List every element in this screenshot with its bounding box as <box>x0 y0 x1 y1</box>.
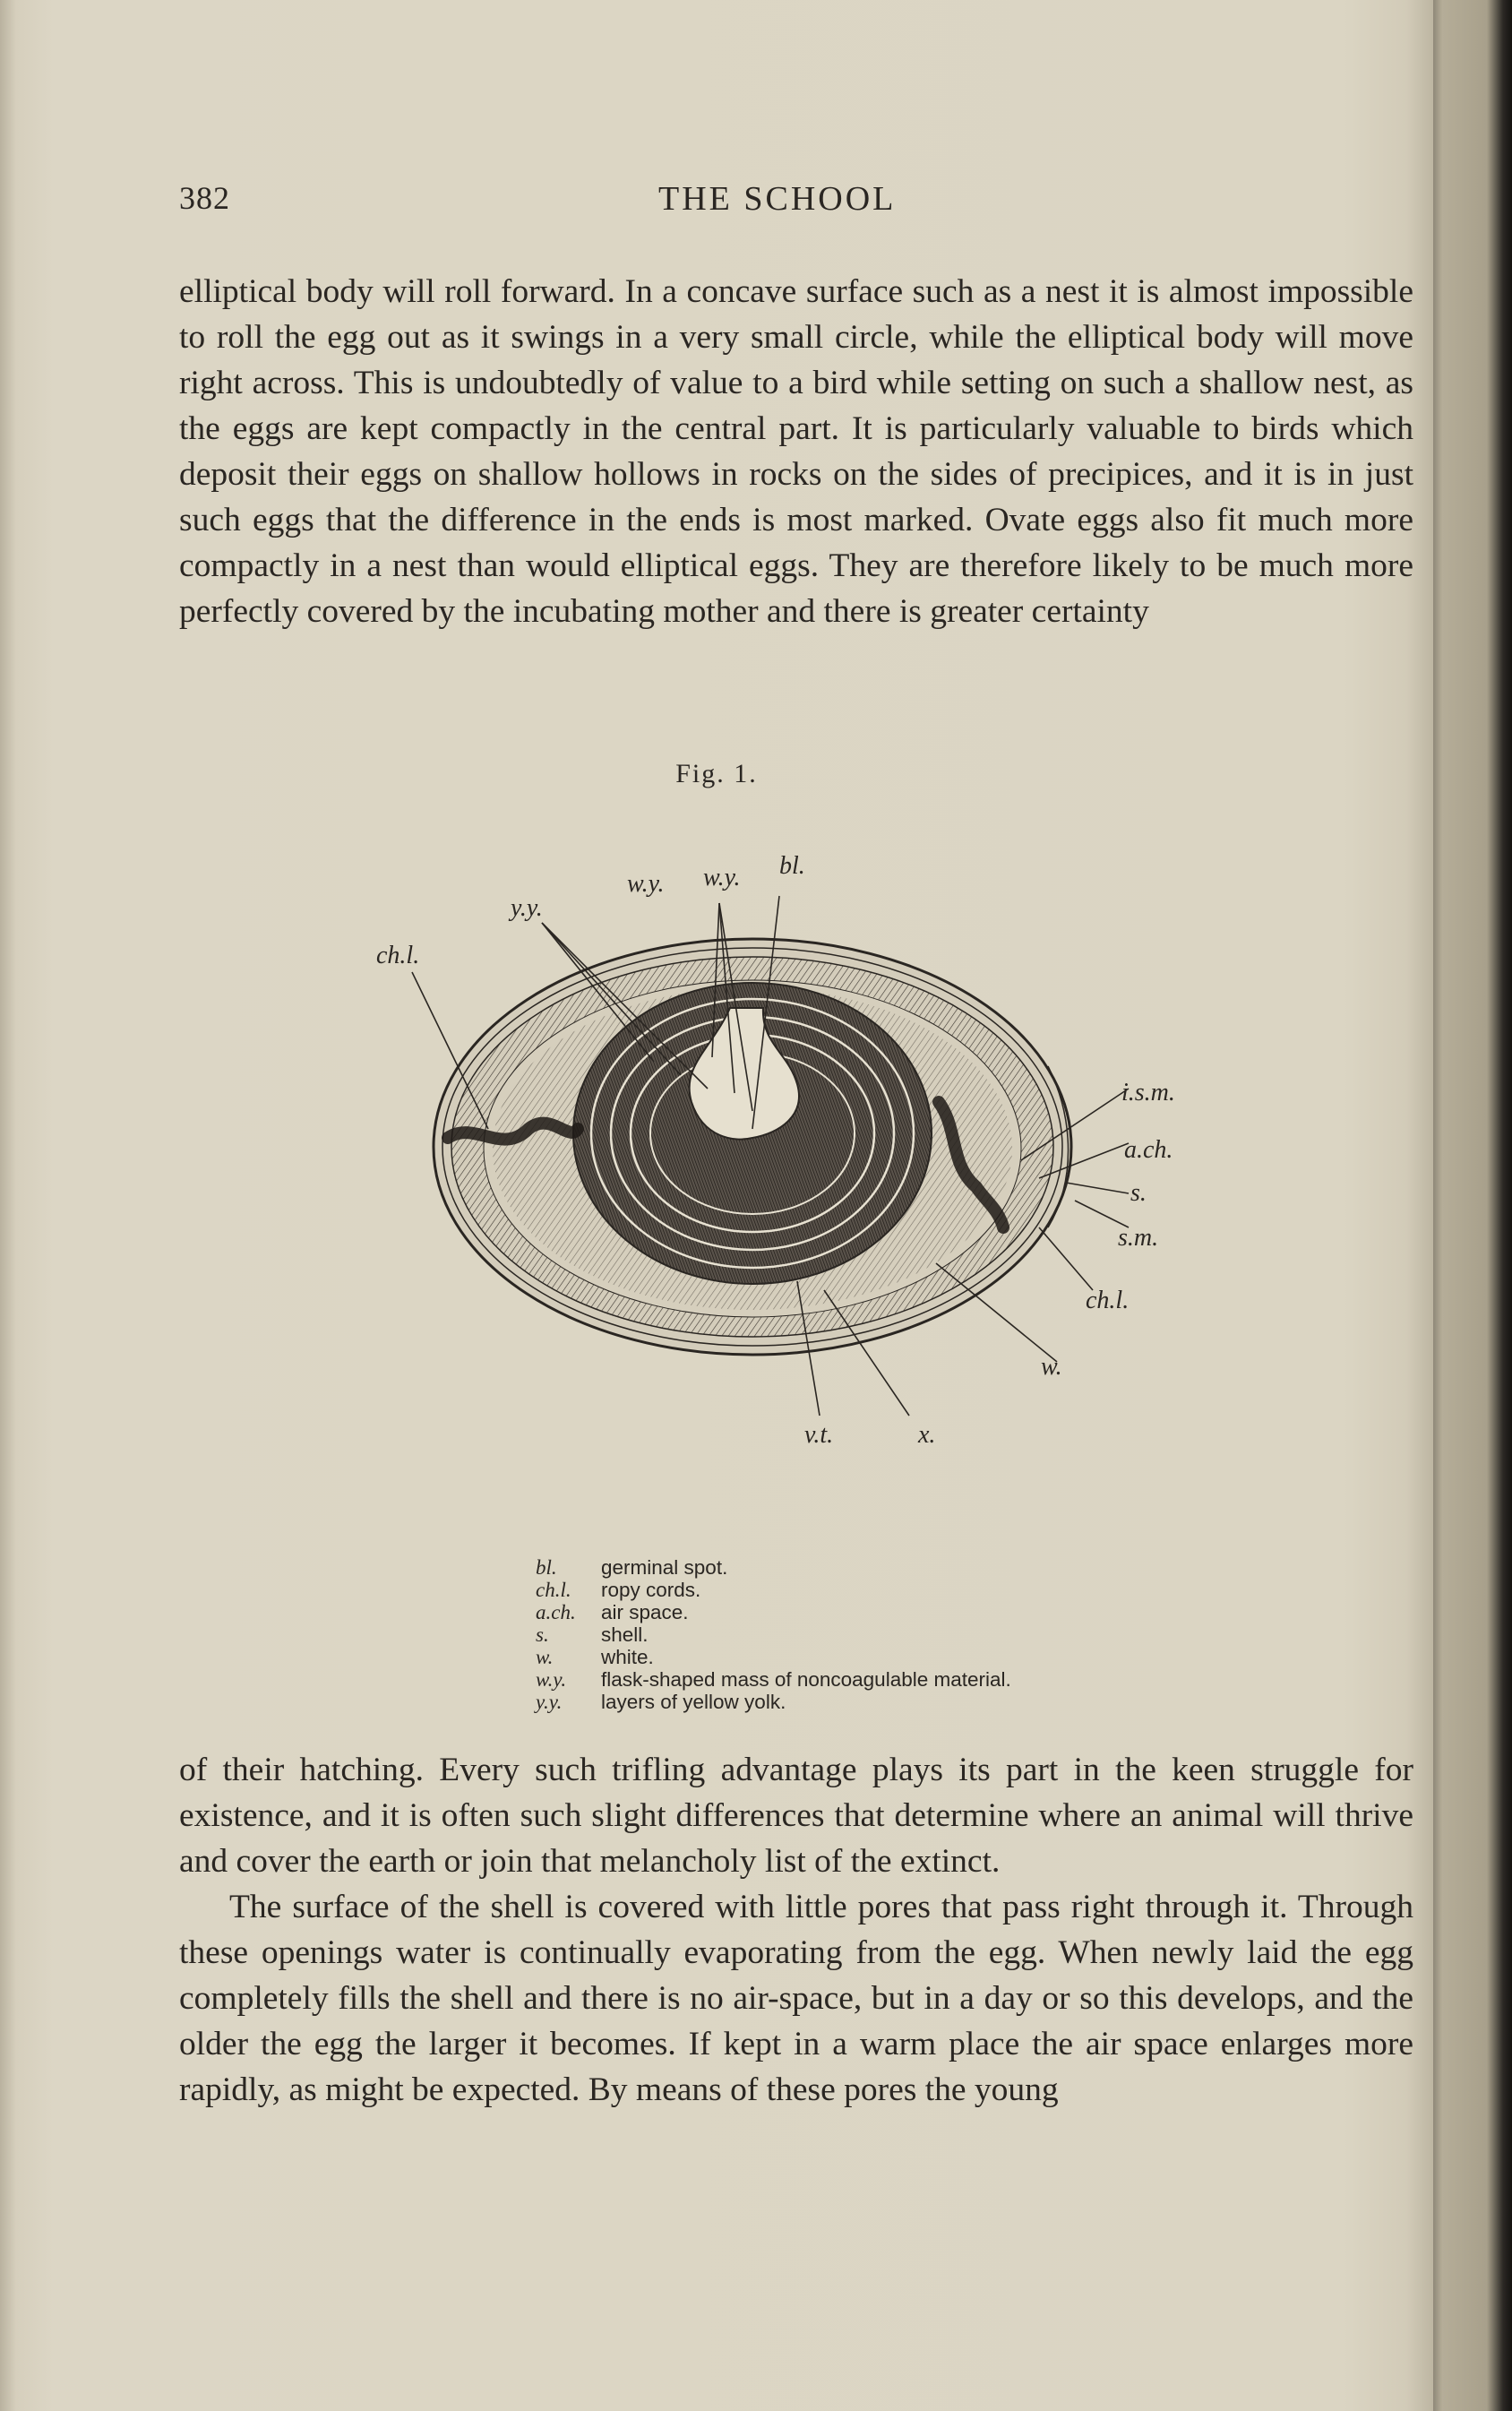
label-ach: a.ch. <box>1124 1136 1173 1164</box>
figure-caption: Fig. 1. <box>675 759 758 788</box>
page-header <box>0 179 1433 233</box>
body-text-bottom <box>179 1747 1413 2113</box>
legend-row: s. shell. <box>536 1623 649 1646</box>
label-vt: v.t. <box>804 1421 834 1449</box>
label-wy-left: w.y. <box>627 870 665 898</box>
paragraph: elliptical body will roll forward. In a concave surface such as a nest it is almost impossible to roll the egg out as it swings in a very small circle, while the elliptical body will move right across. This is undoubtedly of value to a bird while setting on such a shallow nest, as the eggs are kept compactly in the central part. It is particularly valuable to birds which deposit their eggs on shallow hollows in rocks on the sides of precipices, and it is in just such eggs that the difference in the ends is most marked. Ovate eggs also fit much more compactly in a nest than would elliptical eggs. They are therefore likely to be much more perfectly covered by the incubating mother and there is greater certainty <box>179 273 1413 630</box>
body-text-top <box>179 269 1413 634</box>
label-x: x. <box>918 1421 936 1449</box>
running-title: THE SCHOOL <box>658 180 897 218</box>
legend-row: ch.l. ropy cords. <box>536 1579 701 1601</box>
paragraph: of their hatching. Every such trifling advantage plays its part in the keen struggle for existence, and it is often such slight differences that determine where an animal will thrive and cover the earth or join that melancholy list of the extinct. <box>179 1752 1413 1880</box>
label-ism: i.s.m. <box>1121 1079 1175 1106</box>
label-yy: y.y. <box>511 894 543 922</box>
legend-row: a.ch. air space. <box>536 1601 689 1623</box>
legend-row: w.y. flask-shaped mass of noncoagulable material. <box>536 1668 1011 1691</box>
label-s: s. <box>1130 1179 1147 1207</box>
label-chl-right: ch.l. <box>1086 1287 1130 1314</box>
label-chl-left: ch.l. <box>376 942 420 969</box>
label-bl: bl. <box>779 852 805 880</box>
paragraph: The surface of the shell is covered with little pores that pass right through it. Through these openings water is continually evaporating from the egg. When newly laid the egg completely fills the shell and there is no air-space, but in a day or so this develops, and the older the egg the larger it becomes. If kept in a warm place the air space enlarges more rapidly, as might be expected. By means of these pores the young <box>179 1889 1413 2108</box>
egg-cross-section-figure <box>358 833 1209 1550</box>
page-number: 382 <box>179 180 230 216</box>
label-w: w. <box>1041 1353 1062 1381</box>
label-sm: s.m. <box>1118 1224 1159 1252</box>
legend-row: y.y. layers of yellow yolk. <box>536 1691 786 1713</box>
page-edge <box>1433 0 1512 2411</box>
label-wy-top: w.y. <box>703 864 741 891</box>
legend-row: w. white. <box>536 1646 654 1668</box>
legend-row: bl. germinal spot. <box>536 1556 728 1579</box>
figure-legend <box>536 1556 1011 1713</box>
